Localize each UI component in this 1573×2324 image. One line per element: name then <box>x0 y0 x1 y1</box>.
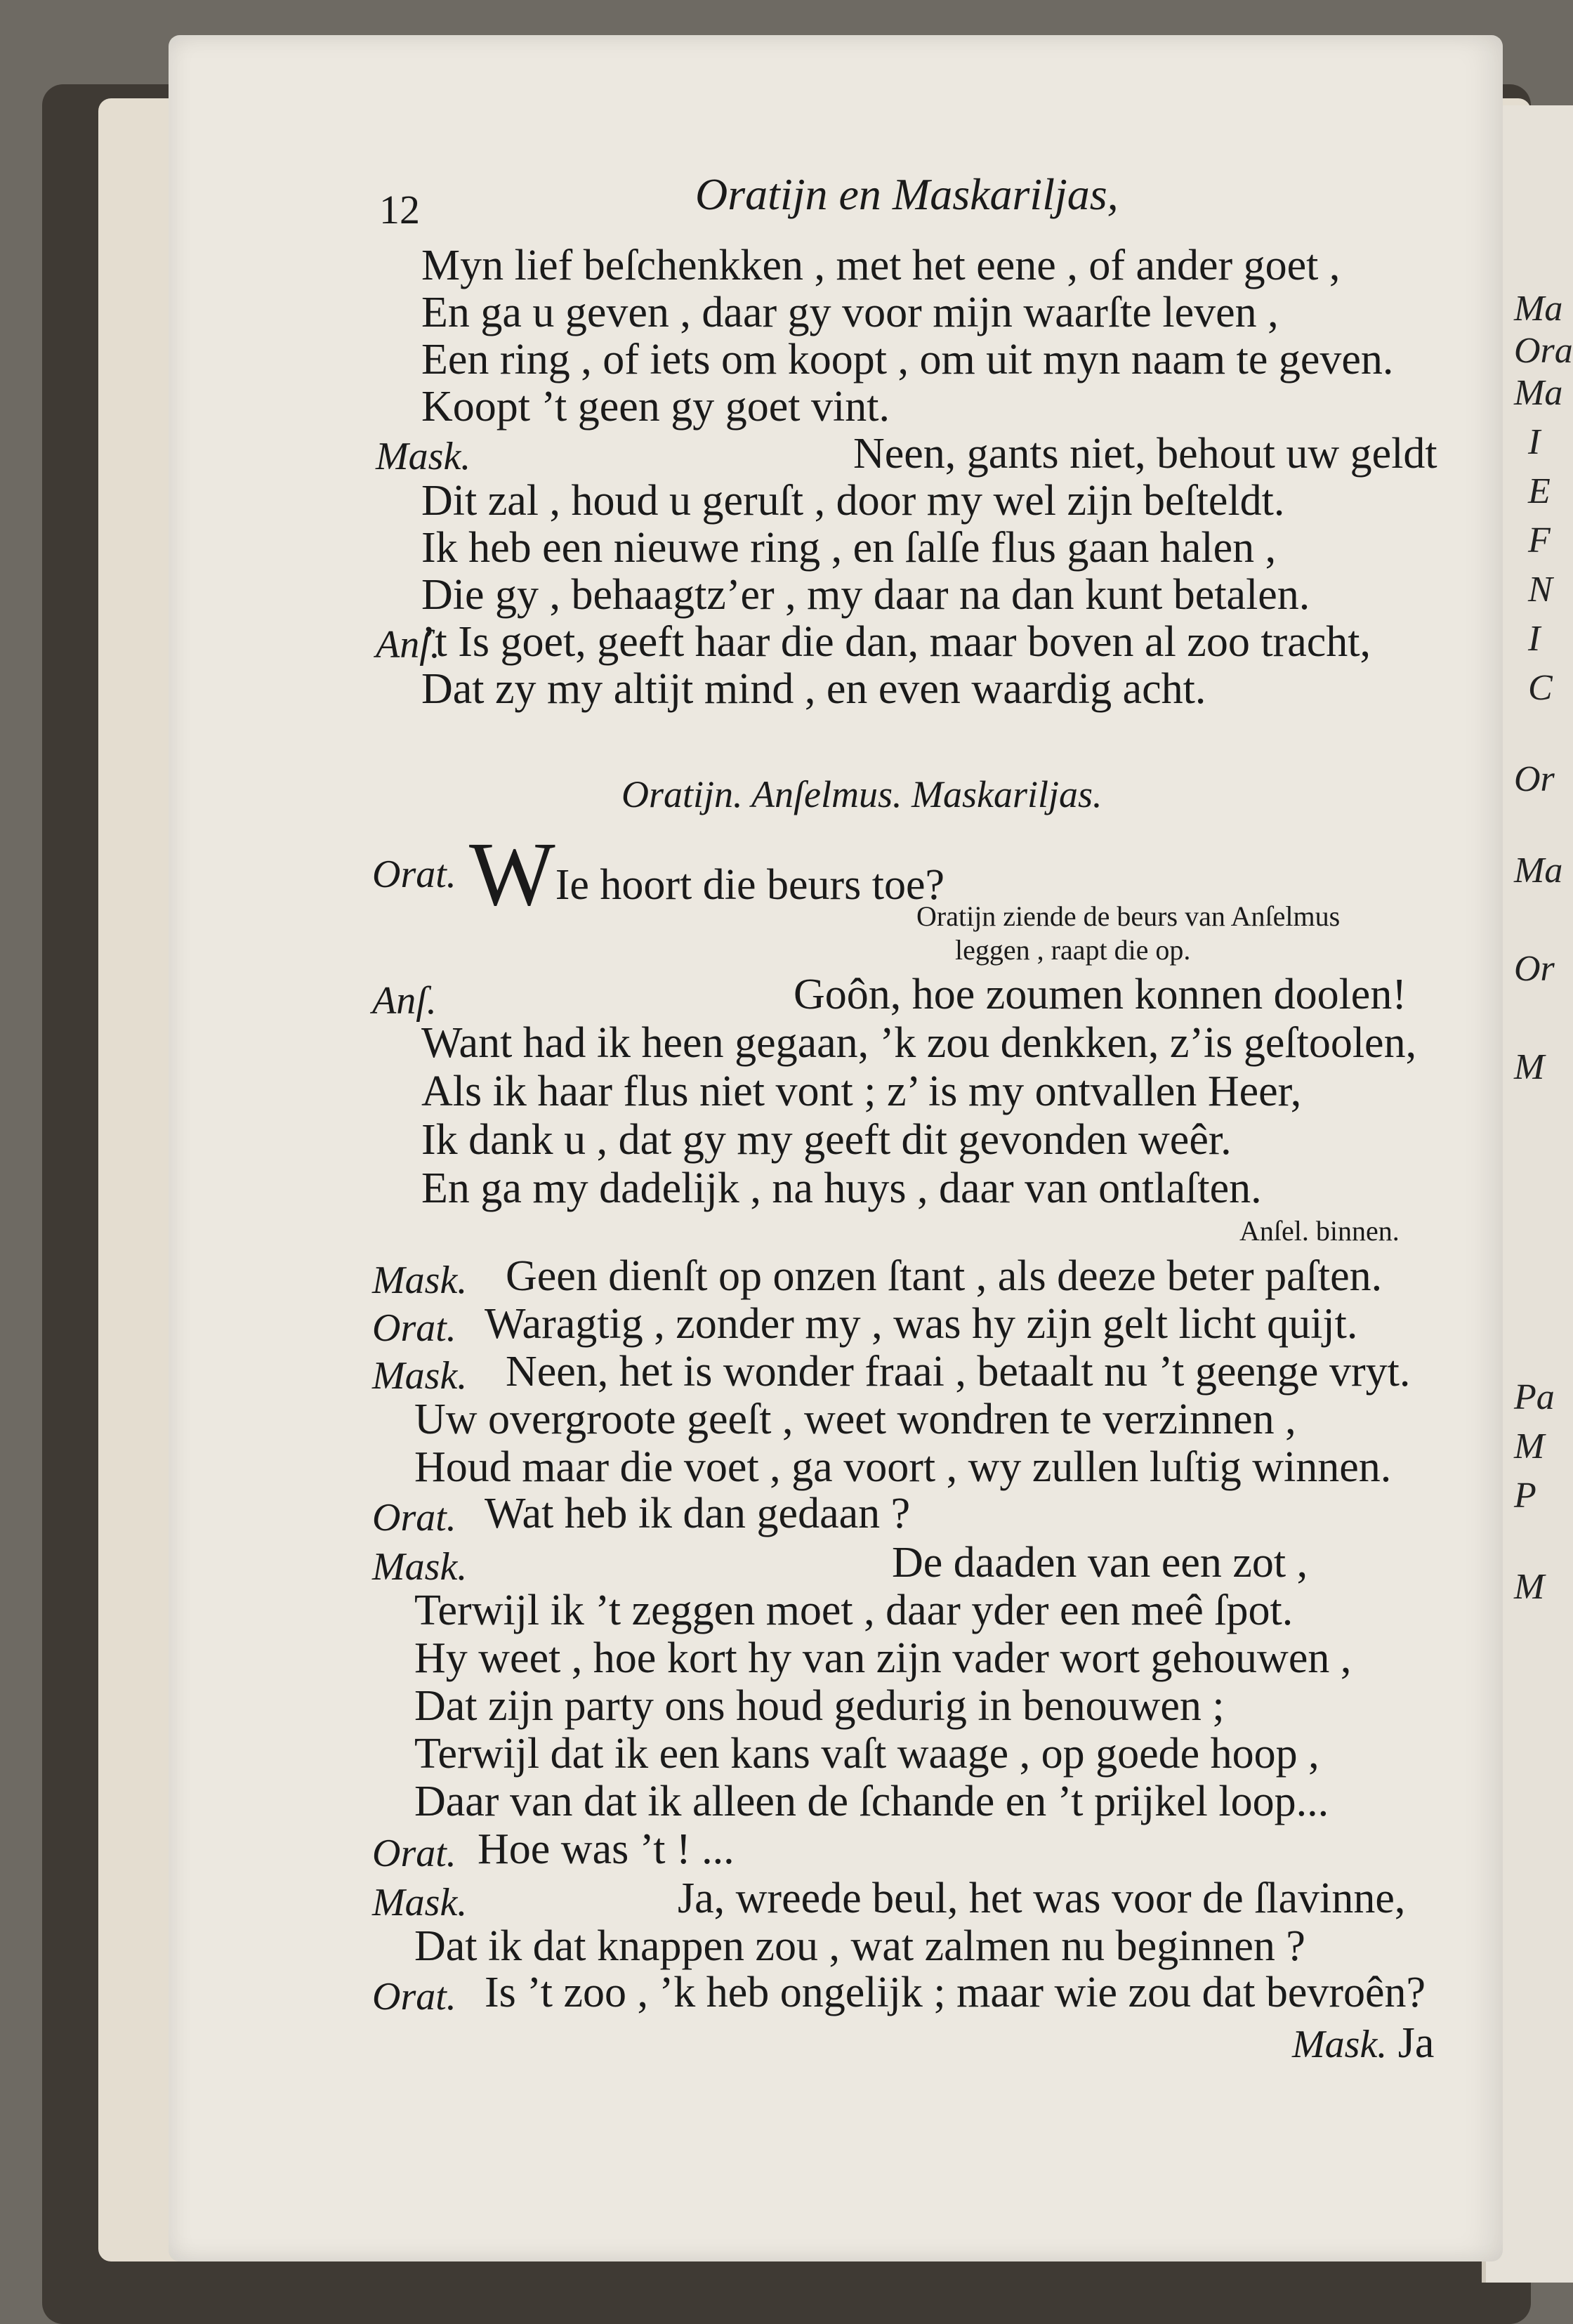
verse-line: Als ik haar flus niet vont ; z’ is my ontvallen Heer, <box>421 1068 1302 1115</box>
speaker-label: Orat. <box>372 1496 456 1540</box>
verse-line: Ik heb een nieuwe ring , en ſalſe flus gaan halen , <box>421 524 1277 572</box>
verse-line: Myn lief beſchenkken , met het eene , of ander goet , <box>421 242 1341 289</box>
verse-line: Dat ik dat knappen zou , wat zalmen nu beginnen ? <box>414 1922 1305 1970</box>
speaker-label: Mask. <box>376 435 471 478</box>
verse-line: Dat zijn party ons houd gedurig in benouwen ; <box>414 1682 1225 1730</box>
verse-line: En ga u geven , daar gy voor mijn waarſte leven , <box>421 289 1279 336</box>
verse-line: Neen, het is wonder fraai , betaalt nu ’t geenge vryt. <box>506 1348 1411 1396</box>
facing-fragment: Ora <box>1514 331 1573 371</box>
verse-line: Terwijl ik ’t zeggen moet , daar yder een meê ſpot. <box>414 1587 1294 1634</box>
facing-fragment: M <box>1514 1047 1545 1087</box>
verse-line: Dat zy my altijt mind , en even waardig acht. <box>421 665 1206 713</box>
speaker-label: Mask. <box>372 1259 468 1302</box>
verse-line: Is ’t zoo , ’k heb ongelijk ; maar wie zou dat bevroên? <box>485 1969 1426 2016</box>
verse-line: Ja, wreede beul, het was voor de ſlavinne, <box>678 1875 1406 1922</box>
facing-fragment: I <box>1528 619 1541 659</box>
verse-line: Een ring , of iets om koopt , om uit myn naam te geven. <box>421 336 1394 383</box>
verse-line: Die gy , behaagtz’er , my daar na dan kunt betalen. <box>421 571 1310 619</box>
stage-direction: leggen , raapt die op. <box>955 934 1191 966</box>
running-title: Oratijn en Maskariljas, <box>695 169 1119 219</box>
speaker-label: Mask. <box>372 1881 468 1924</box>
verse-line <box>469 824 945 925</box>
verse-text: Ie hoort die beurs toe? <box>555 861 945 909</box>
catchword <box>1292 2020 1434 2068</box>
verse-line: Daar van dat ik alleen de ſchande en ’t prijkel loop... <box>414 1778 1329 1825</box>
verse-line: Neen, gants niet, behout uw geldt <box>853 430 1437 478</box>
page-number: 12 <box>379 187 420 232</box>
facing-fragment: M <box>1514 1426 1545 1466</box>
verse-line: Ik dank u , dat gy my geeft dit gevonden weêr. <box>421 1116 1232 1164</box>
verse-line: Terwijl dat ik een kans vaſt waage , op goede hoop , <box>414 1730 1319 1778</box>
verse-line: Uw overgroote geeſt , weet wondren te verzinnen , <box>414 1396 1296 1443</box>
speaker-label: Anſ. <box>376 623 440 667</box>
facing-fragment: Ma <box>1514 373 1563 413</box>
stage-direction: Oratijn ziende de beurs van Anſelmus <box>916 900 1341 932</box>
facing-fragment: Ma <box>1514 851 1563 891</box>
stage-direction: Anſel. binnen. <box>1239 1215 1400 1247</box>
facing-fragment: Pa <box>1514 1377 1555 1417</box>
speaker-label: Orat. <box>372 1306 456 1350</box>
verse-line: Dit zal , houd u geruſt , door my wel zijn beſteldt. <box>421 477 1285 525</box>
scene-heading: Oratijn. Anſelmus. Maskariljas. <box>621 773 1103 815</box>
facing-fragment: M <box>1514 1567 1545 1607</box>
verse-line: ’t Is goet, geeft haar die dan, maar boven al zoo tracht, <box>421 618 1371 666</box>
verse-line: En ga my dadelijk , na huys , daar van ontlaſten. <box>421 1164 1262 1212</box>
verse-line: Want had ik heen gegaan, ’k zou denkken, z’is geſtoolen, <box>421 1019 1417 1067</box>
verse-line: Hoe was ’t ! ... <box>478 1825 735 1873</box>
speaker-label: Anſ. <box>372 979 437 1023</box>
verse-line: Geen dienſt op onzen ſtant , als deeze beter paſten. <box>506 1252 1383 1300</box>
facing-fragment: C <box>1528 668 1553 708</box>
speaker-label: Orat. <box>372 1975 456 2018</box>
verse-line: Houd maar die voet , ga voort , wy zullen luſtig winnen. <box>414 1443 1392 1491</box>
facing-fragment: I <box>1528 422 1541 462</box>
facing-fragment: Or <box>1514 759 1555 799</box>
drop-cap: W <box>469 824 555 925</box>
speaker-label: Orat. <box>372 853 456 896</box>
facing-fragment: Or <box>1514 949 1555 989</box>
catchword-word: Ja <box>1397 2019 1435 2067</box>
facing-fragment: Ma <box>1514 289 1563 329</box>
verse-line: Hy weet , hoe kort hy van zijn vader wort gehouwen , <box>414 1634 1352 1682</box>
facing-fragment: E <box>1528 471 1551 511</box>
catchword-speaker: Mask. <box>1292 2023 1388 2066</box>
facing-fragment: P <box>1514 1476 1536 1516</box>
verse-line: Waragtig , zonder my , was hy zijn gelt licht quijt. <box>485 1300 1358 1348</box>
verse-line: Goôn, hoe zoumen konnen doolen! <box>794 971 1407 1018</box>
facing-fragment: N <box>1528 570 1553 610</box>
speaker-label: Mask. <box>372 1354 468 1398</box>
verse-line: Koopt ’t geen gy goet vint. <box>421 383 890 431</box>
speaker-label: Orat. <box>372 1832 456 1875</box>
verse-line: Wat heb ik dan gedaan ? <box>485 1490 911 1537</box>
speaker-label: Mask. <box>372 1545 468 1589</box>
verse-line: De daaden van een zot , <box>892 1539 1308 1587</box>
facing-fragment: F <box>1528 520 1551 560</box>
